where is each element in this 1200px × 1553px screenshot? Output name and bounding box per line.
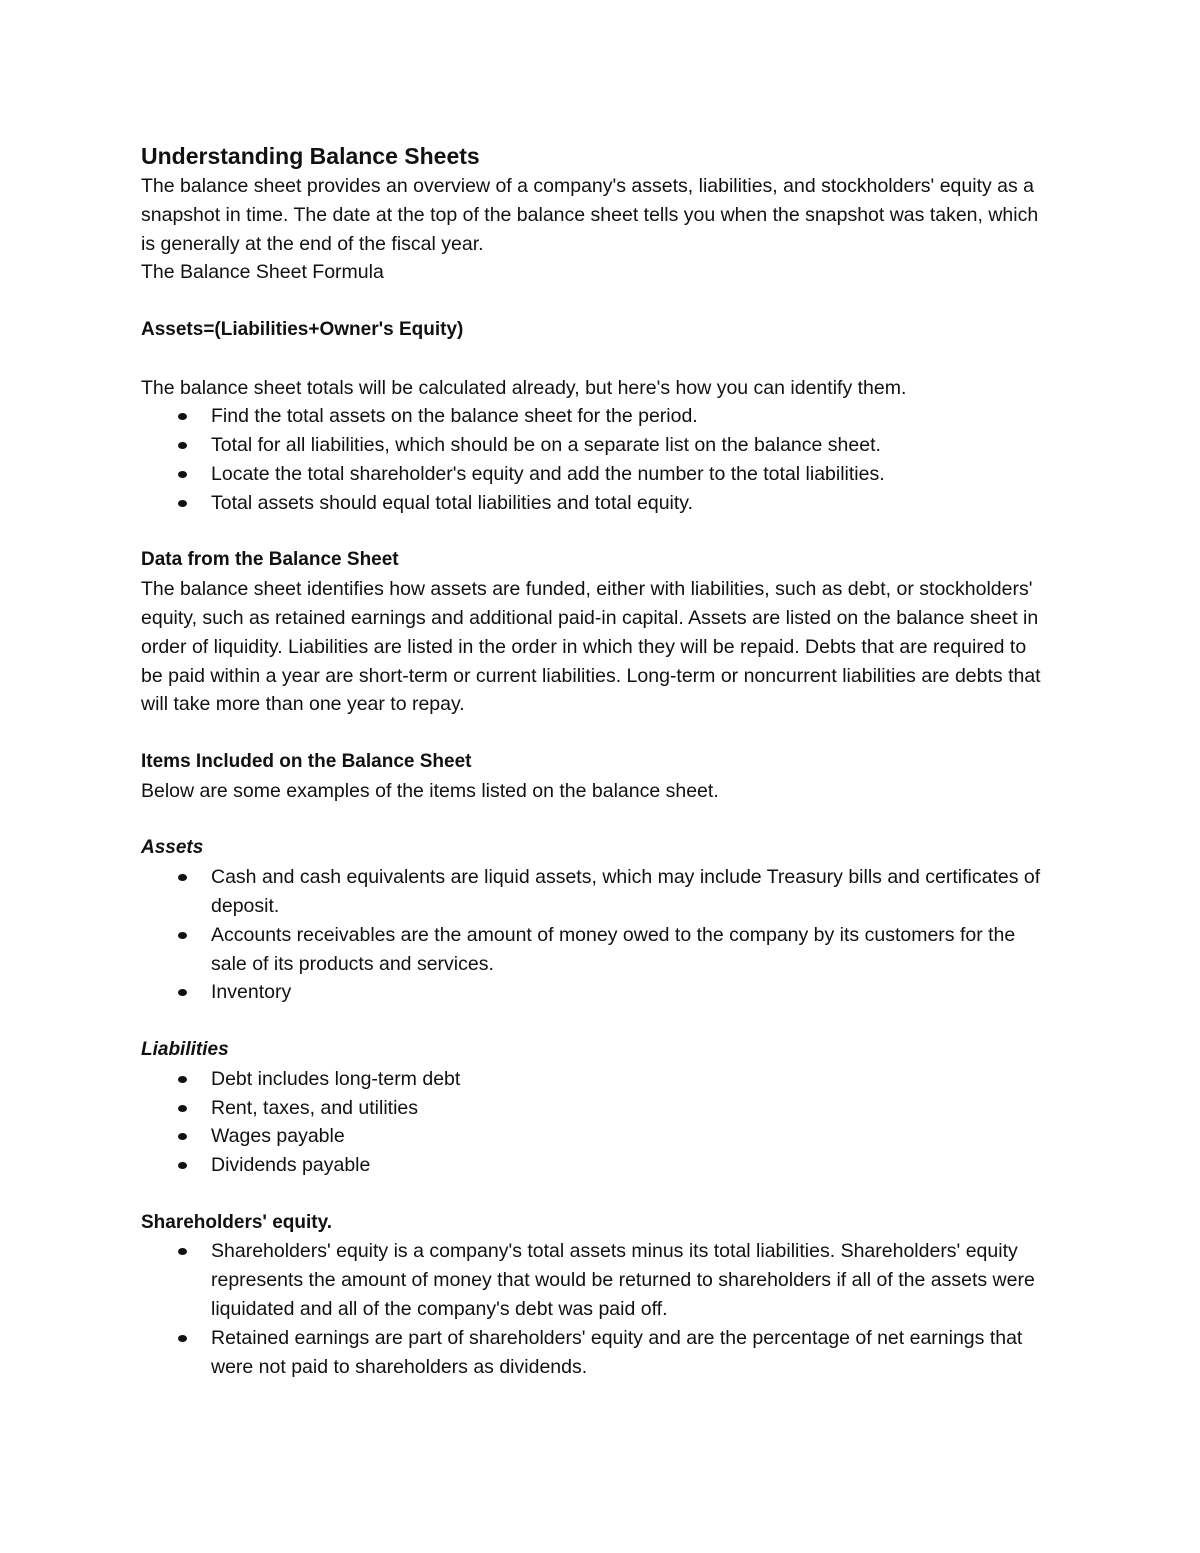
- list-item: [141, 978, 1051, 1007]
- list-item: [141, 460, 1051, 489]
- bullet-icon: [178, 471, 187, 478]
- document-title: Understanding Balance Sheets: [141, 143, 480, 169]
- list-item-text: Shareholders' equity is a company's total assets minus its total liabilities. Shareholders' equity represents the amount of money that would be returned to shareholders if all of the assets were liquidated and all of the company's debt was paid off.: [211, 1240, 1035, 1321]
- list-item-text: Locate the total shareholder's equity and add the number to the total liabilities.: [211, 462, 885, 485]
- totals-intro: The balance sheet totals will be calculated already, but here's how you can identify them.: [141, 376, 907, 399]
- list-item-text: Retained earnings are part of shareholders' equity and are the percentage of net earnings that were not paid to shareholders as dividends.: [211, 1326, 1023, 1378]
- list-item-text: Wages payable: [211, 1125, 345, 1148]
- list-item: [141, 1151, 1051, 1180]
- bullet-icon: [178, 1105, 187, 1112]
- list-item-text: Find the total assets on the balance sheet for the period.: [211, 405, 698, 428]
- bullet-icon: [178, 1133, 187, 1140]
- spacer: [141, 719, 1051, 748]
- spacer: [141, 345, 1051, 374]
- bullet-icon: [178, 442, 187, 449]
- list-item: [141, 1094, 1051, 1123]
- items-section-heading: Items Included on the Balance Sheet: [141, 750, 472, 772]
- list-item: [141, 431, 1051, 460]
- list-item: [141, 1122, 1051, 1151]
- spacer: [141, 287, 1051, 316]
- data-section-heading: Data from the Balance Sheet: [141, 549, 399, 571]
- list-item-text: Total for all liabilities, which should be on a separate list on the balance sheet.: [211, 434, 881, 457]
- equity-heading: Shareholders' equity.: [141, 1211, 333, 1233]
- totals-steps-list: [141, 402, 1051, 517]
- bullet-icon: [178, 500, 187, 507]
- assets-heading: Assets: [141, 837, 204, 859]
- list-item: [141, 402, 1051, 431]
- bullet-icon: [178, 932, 187, 939]
- bullet-icon: [178, 413, 187, 420]
- list-item-text: Inventory: [211, 981, 292, 1004]
- formula-label: The Balance Sheet Formula: [141, 261, 384, 284]
- list-item: [141, 1237, 1051, 1323]
- document-page: [141, 140, 1051, 1381]
- bullet-icon: [178, 989, 187, 996]
- list-item-text: Rent, taxes, and utilities: [211, 1096, 419, 1119]
- formula: Assets=(Liabilities+Owner's Equity): [141, 318, 464, 340]
- list-item: [141, 1065, 1051, 1094]
- list-item: [141, 489, 1051, 518]
- equity-list: [141, 1237, 1051, 1381]
- assets-list: [141, 863, 1051, 1007]
- intro-paragraph: The balance sheet provides an overview of a company's assets, liabilities, and stockholders' equity as a snapshot in time. The date at the top of the balance sheet tells you when the snapshot was taken, which is generally at the end of the fiscal year.: [141, 175, 1039, 255]
- spacer: [141, 1007, 1051, 1036]
- liabilities-heading: Liabilities: [141, 1038, 229, 1060]
- data-section-body: The balance sheet identifies how assets are funded, either with liabilities, such as debt, or stockholders' equity, such as retained earnings and additional paid-in capital. Assets are listed on the balance sheet in order of liquidity. Liabilities are listed in the order in which they will be repaid. Debts that are required to be paid within a year are short-term or current liabilities. Long-term or noncurrent liabilities are debts that will take more than one year to repay.: [141, 578, 1041, 716]
- spacer: [141, 518, 1051, 547]
- spacer: [141, 806, 1051, 835]
- items-section-body: Below are some examples of the items listed on the balance sheet.: [141, 779, 719, 802]
- spacer: [141, 1180, 1051, 1209]
- bullet-icon: [178, 1162, 187, 1169]
- bullet-icon: [178, 874, 187, 881]
- list-item: [141, 1324, 1051, 1382]
- bullet-icon: [178, 1248, 187, 1255]
- liabilities-list: [141, 1065, 1051, 1180]
- list-item-text: Debt includes long-term debt: [211, 1067, 461, 1090]
- list-item-text: Cash and cash equivalents are liquid assets, which may include Treasury bills and certificates of deposit.: [211, 866, 1041, 917]
- bullet-icon: [178, 1076, 187, 1083]
- list-item: [141, 921, 1051, 979]
- list-item-text: Accounts receivables are the amount of money owed to the company by its customers for the sale of its products and services.: [211, 923, 1016, 975]
- bullet-icon: [178, 1335, 187, 1342]
- list-item-text: Total assets should equal total liabilities and total equity.: [211, 491, 694, 514]
- list-item-text: Dividends payable: [211, 1154, 371, 1177]
- list-item: [141, 863, 1051, 921]
